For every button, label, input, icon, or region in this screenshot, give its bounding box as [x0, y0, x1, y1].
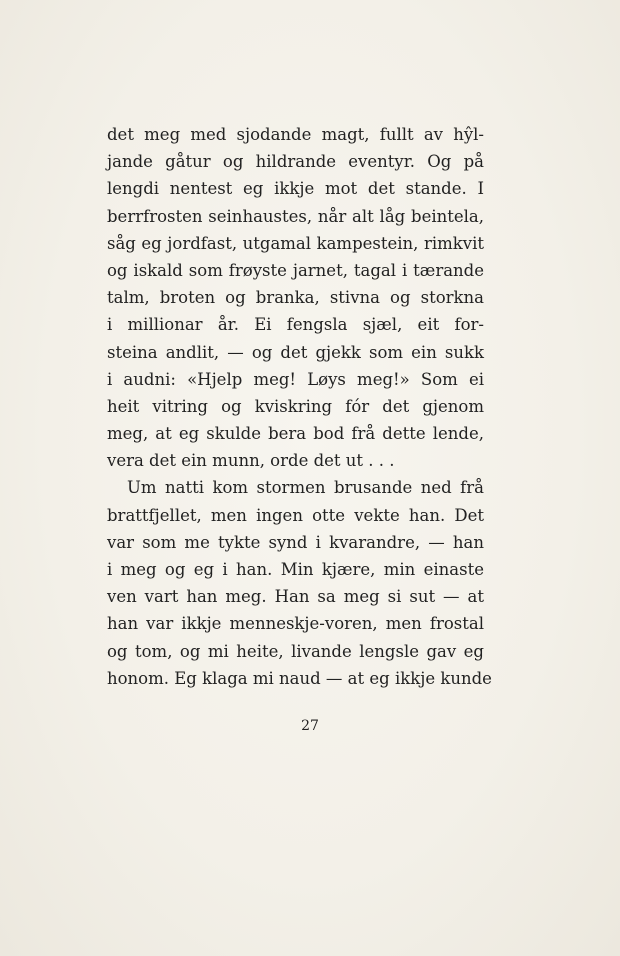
text-line: brattfjellet, men ingen otte vekte han. Det	[107, 505, 484, 525]
text-line: berrfrosten seinhaustes, når alt låg beintela,	[107, 206, 484, 226]
text-line: steina andlit, — og det gjekk som ein sukk	[107, 342, 484, 362]
text-line: lengdi nentest eg ikkje mot det stande. I	[107, 179, 484, 199]
text-line: heit vitring og kviskring fór det gjenom	[107, 396, 484, 416]
text-line: Um natti kom stormen brusande ned frå	[127, 478, 484, 498]
text-line: i meg og eg i han. Min kjære, min einaste	[107, 560, 484, 579]
text-line: jande gåtur og hildrande eventyr. Og på	[107, 152, 484, 172]
text-line: talm, broten og branka, stivna og storkna	[107, 288, 484, 308]
page-number: 27	[301, 718, 319, 734]
text-line: vera det ein munn, orde det ut . . .	[107, 451, 395, 471]
text-line: og tom, og mi heite, livande lengsle gav eg	[107, 641, 484, 661]
text-line: i audni: «Hjelp meg! Løys meg!» Som ei	[107, 369, 484, 389]
body-text	[107, 121, 492, 692]
text-line: og iskald som frøyste jarnet, tagal i tærande	[107, 260, 484, 280]
text-line: ven vart han meg. Han sa meg si sut — at	[107, 587, 484, 607]
text-line: meg, at eg skulde bera bod frå dette lende,	[107, 424, 484, 444]
text-line: såg eg jordfast, utgamal kampestein, rimkvit	[107, 233, 484, 253]
text-line: i millionar år. Ei fengsla sjæl, eit for-	[107, 315, 484, 335]
text-line: honom. Eg klaga mi naud — at eg ikkje kunde	[107, 668, 492, 688]
text-line: det meg med sjodande magt, fullt av hŷl-	[107, 125, 484, 144]
text-line: han var ikkje menneskje-voren, men frostal	[107, 614, 484, 634]
text-line: var som me tykte synd i kvarandre, — han	[107, 532, 484, 552]
